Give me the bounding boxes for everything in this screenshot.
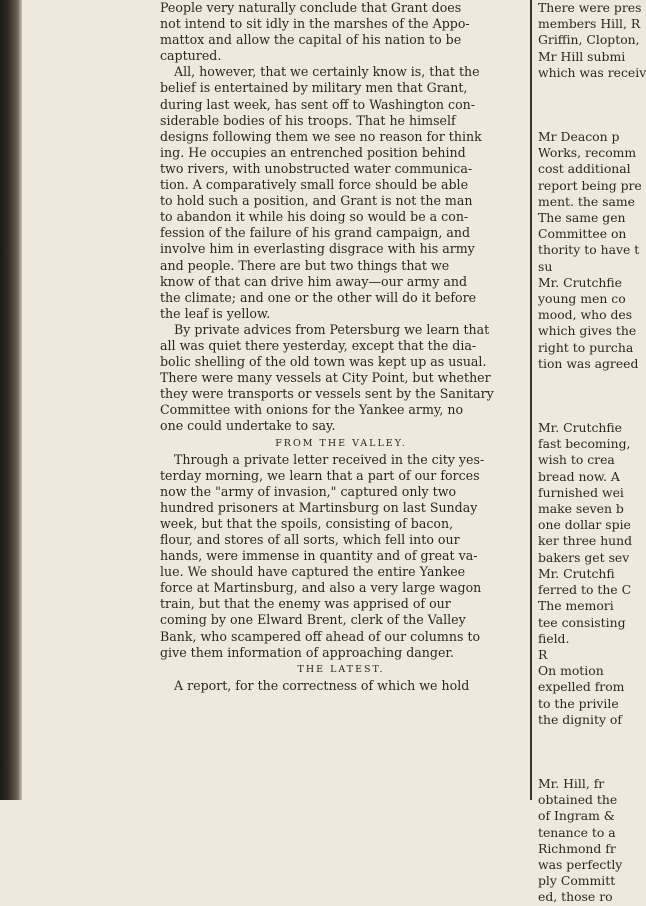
- text-line: Mr. Crutchfie: [538, 274, 623, 290]
- text-line: ferred to the C: [538, 582, 632, 598]
- paragraph-latest: [160, 678, 522, 694]
- text-line: now the "army of invasion," captured only two: [160, 483, 457, 499]
- text-line: they were transports or vessels sent by the Sanitary: [160, 386, 494, 402]
- text-line: young men co: [538, 291, 626, 307]
- text-line: mood, who des: [538, 307, 633, 323]
- text-line: bakers get sev: [538, 549, 630, 565]
- paragraph-petersburg: [160, 322, 522, 435]
- text-line: Griffin, Clopton,: [538, 32, 640, 48]
- text-line: By private advices from Petersburg we learn that: [174, 321, 490, 337]
- text-line: right to purcha: [538, 339, 634, 355]
- text-line: the leaf is yellow.: [160, 305, 271, 321]
- text-line: designs following them we see no reason for think: [160, 128, 482, 144]
- section-heading-latest: THE LATEST.: [297, 663, 385, 675]
- text-line: fast becoming,: [538, 436, 631, 452]
- binding-edge: [0, 0, 22, 800]
- text-line: Mr. Hill, fr: [538, 775, 605, 791]
- text-line: ing. He occupies an entrenched position behind: [160, 144, 466, 160]
- text-line: Through a private letter received in the city yes-: [174, 451, 485, 467]
- text-line: tion. A comparatively small force should be able: [160, 177, 469, 193]
- section-heading-valley: FROM THE VALLEY.: [275, 437, 407, 449]
- text-line: one dollar spie: [538, 517, 631, 533]
- text-line: and people. There are but two things that we: [160, 257, 450, 273]
- text-line: obtained the: [538, 792, 618, 808]
- text-line: hands, were immense in quantity and of great va-: [160, 548, 478, 564]
- text-line: of Ingram &: [538, 808, 615, 824]
- text-line: All, however, that we certainly know is, that the: [174, 64, 480, 80]
- text-line: not intend to sit idly in the marshes of the Appo-: [160, 16, 470, 32]
- text-line: thority to have t: [538, 242, 640, 258]
- right-column: [538, 0, 646, 905]
- text-line: lue. We should have captured the entire Yankee: [160, 564, 466, 580]
- column-rule: [530, 0, 532, 800]
- text-line: mattox and allow the capital of his nation to be: [160, 32, 462, 48]
- text-line: to abandon it while his doing so would be a con-: [160, 209, 469, 225]
- text-line: fession of the failure of his grand campaign, and: [160, 225, 471, 241]
- text-line: give them information of approaching danger.: [160, 644, 455, 660]
- text-line: The same gen: [538, 210, 626, 226]
- text-line: siderable bodies of his troops. That he himself: [160, 112, 456, 128]
- text-line: terday morning, we learn that a part of our forces: [160, 467, 480, 483]
- text-line: the climate; and one or the other will do it before: [160, 289, 477, 305]
- text-line: Mr. Crutchfi: [538, 565, 615, 581]
- text-line: ment. the same: [538, 193, 635, 209]
- text-line: Mr. Crutchfie: [538, 420, 623, 436]
- text-line: People very naturally conclude that Grant does: [160, 0, 462, 15]
- text-line: make seven b: [538, 501, 624, 517]
- text-line: A report, for the correctness of which we hold: [174, 677, 470, 693]
- column-gap: [538, 744, 640, 760]
- text-line: which was receiv: [538, 64, 646, 80]
- text-line: week, but that the spoils, consisting of bacon,: [160, 515, 454, 531]
- text-line: R: [538, 646, 548, 662]
- text-line: tee consisting: [538, 614, 626, 630]
- text-line: captured.: [160, 48, 222, 64]
- text-line: tenance to a: [538, 824, 616, 840]
- text-line: bread now. A: [538, 468, 620, 484]
- paragraph-valley: [160, 452, 522, 661]
- text-line: tion was agreed: [538, 355, 639, 371]
- text-line: report being pre: [538, 177, 642, 193]
- paragraph-grant-marshes: [160, 0, 522, 64]
- text-line: cost additional: [538, 161, 631, 177]
- column-gap: [538, 97, 640, 113]
- text-line: ker three hund: [538, 533, 633, 549]
- text-line: the dignity of: [538, 711, 622, 727]
- text-line: flour, and stores of all sorts, which fell into our: [160, 532, 460, 547]
- paragraph-grant-troops: [160, 64, 522, 322]
- text-line: There were pres: [538, 0, 642, 15]
- text-line: belief is entertained by military men that Grant,: [160, 80, 468, 96]
- text-line: Mr Deacon p: [538, 129, 620, 145]
- text-line: bolic shelling of the old town was kept up as usual.: [160, 354, 487, 370]
- text-line: hundred prisoners at Martinsburg on last Sunday: [160, 499, 478, 515]
- text-line: On motion: [538, 663, 604, 679]
- text-line: ed, those ro: [538, 889, 613, 905]
- text-line: which gives the: [538, 323, 637, 339]
- column-gap: [538, 388, 640, 404]
- text-line: train, but that the enemy was apprised of our: [160, 596, 451, 612]
- text-line: The memori: [538, 598, 614, 614]
- text-line: force at Martinsburg, and also a very large wagon: [160, 580, 482, 596]
- text-line: There were many vessels at City Point, but whether: [160, 370, 491, 386]
- text-line: to hold such a position, and Grant is not the man: [160, 193, 473, 209]
- text-line: involve him in everlasting disgrace with his army: [160, 241, 475, 257]
- text-line: know of that can drive him away—our army and: [160, 273, 468, 289]
- text-line: Richmond fr: [538, 840, 616, 856]
- text-line: Committee on: [538, 226, 627, 242]
- text-line: Works, recomm: [538, 145, 637, 161]
- main-column: [160, 0, 522, 800]
- text-line: expelled from: [538, 679, 625, 695]
- text-line: su: [538, 258, 553, 274]
- text-line: members Hill, R: [538, 16, 641, 32]
- text-line: coming by one Elward Brent, clerk of the Valley: [160, 612, 466, 628]
- text-line: two rivers, with unobstructed water communica-: [160, 160, 473, 176]
- text-line: furnished wei: [538, 484, 624, 500]
- text-line: during last week, has sent off to Washington con-: [160, 96, 476, 112]
- text-line: to the privile: [538, 695, 619, 711]
- text-line: ply Committ: [538, 873, 616, 889]
- text-line: all was quiet there yesterday, except that the dia-: [160, 337, 477, 353]
- text-line: was perfectly: [538, 856, 623, 872]
- text-line: Bank, who scampered off ahead of our columns to: [160, 628, 481, 644]
- text-line: Mr Hill submi: [538, 48, 626, 64]
- text-line: wish to crea: [538, 452, 615, 468]
- text-line: Committee with onions for the Yankee army, no: [160, 402, 464, 418]
- text-line: field.: [538, 630, 570, 646]
- text-line: one could undertake to say.: [160, 418, 336, 434]
